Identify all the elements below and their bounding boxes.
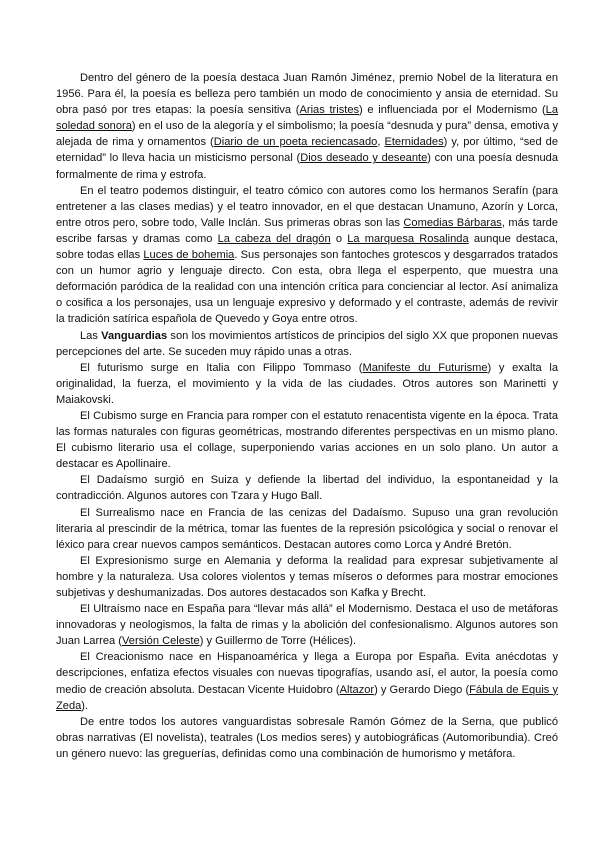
paragraph-ultraismo xyxy=(56,601,558,649)
text-segment: El Creacionismo nace en Hispanoamérica y llega a Europa por España. Evita anécdotas y descripciones, enfatiza efectos visuales con nuevas tipografías, usando así, el autor, la poesía como medio de creación absoluta. Destacan Vicente Huidobro ( xyxy=(56,651,558,696)
text-segment: Dentro del género de la poesía destaca Juan Ramón Jiménez, premio Nobel de la literatura en 1956. Para él, la poesía es belleza pero también un modo de conocimiento y ansia de eternidad. Su obra pasó por tres etapas: la poesía sensitiva ( xyxy=(56,72,558,117)
document-page xyxy=(56,70,558,762)
text-segment: El Ultraísmo nace en España para “llevar más allá” el Modernismo. Destaca el uso de metáforas innovadoras y neologismos, la falta de rimas y la abolición del confesionalismo. Algunos autores son Juan Larrea ( xyxy=(56,603,558,648)
text-segment: , más tarde escribe farsas y dramas como xyxy=(56,216,558,245)
paragraph-expresionismo xyxy=(56,553,558,601)
text-segment: aunque destaca, sobre todas ellas xyxy=(56,232,558,262)
text-segment: En el teatro podemos distinguir, el teatro cómico con autores como los hermanos Serafín (para entretener a las clases medias) y el teatro innovador, en el que destacan Unamuno, Azorín y Lorca, entre otros pero, sobre todo, Valle Inclán. Sus primeras obras son las xyxy=(56,184,558,229)
text-segment: El Cubismo surge en Francia para romper con el estatuto renacentista vigente en la época. Trata las formas naturales con figuras geométricas, mostrando diferentes perspectivas en un mismo plano. El cubismo literario usa el collage, superponiendo varias acciones en un solo plano. Un autor a destacar es Apollinaire. xyxy=(56,409,558,471)
work-title: La cabeza del dragón xyxy=(217,232,331,245)
paragraph-creacionismo xyxy=(56,649,558,713)
text-segment: De entre todos los autores vanguardistas sobresale Ramón Gómez de la Serna, que publicó obras narrativas (El novelista), teatrales (Los medios seres) y autobiográficas (Automoribundia). Creó un género nuevo: las greguerías, definidas como una combinación de humorismo y metáfora. xyxy=(56,715,558,760)
paragraph-surrealismo xyxy=(56,505,558,553)
text-segment: ). xyxy=(81,699,89,712)
work-title: Altazor xyxy=(339,683,375,696)
text-segment: . Sus personajes son fantoches grotescos y desgarrados tratados con un humor agrio y lenguaje directo. Con esta, obra llega el esperpento, que muestra una deformación paródica de la realidad con una intención crítica para concienciar al lector. Así animaliza o cosifica a los personajes, usa un lenguaje expresivo y deformado y el contraste, además de revivir la tradición satírica española de Quevedo y Goya entre otros. xyxy=(56,249,558,326)
paragraph-futurismo xyxy=(56,360,558,408)
text-segment: El Expresionismo surge en Alemania y deforma la realidad para expresar subjetivamente al hombre y la naturaleza. Usa colores violentos y temas míseros o deformes para mostrar emociones subjetivas y deshumanizadas. Dos autores destacados son Kafka y Brecht. xyxy=(56,554,558,599)
text-segment: El Surrealismo nace en Francia de las cenizas del Dadaísmo. Supuso una gran revolución literaria al prescindir de la métrica, tomar las fuentes de la represión psicológica y social o renovar el léxico para crear nuevos campos semánticos. Destacan autores como Lorca y André Bretón. xyxy=(56,506,558,551)
text-segment: ) e influenciada por el Modernismo ( xyxy=(359,104,546,117)
work-title: Fábula de Equis y Zeda xyxy=(56,683,558,712)
work-title: Comedias Bárbaras xyxy=(403,216,502,229)
text-segment: son los movimientos artísticos de principios del siglo XX que proponen nuevas percepciones del arte. Se suceden muy rápido unas a otras. xyxy=(56,329,558,358)
work-title: Eternidades xyxy=(384,136,444,149)
text-segment: El Dadaísmo surgió en Suiza y defiende la libertad del individuo, la espontaneidad y la contradicción. Algunos autores con Tzara y Hugo Ball. xyxy=(56,474,558,503)
work-title: La marquesa Rosalinda xyxy=(347,232,469,245)
text-segment: ) y Guillermo de Torre (Hélices). xyxy=(199,635,357,648)
text-segment: ) y Gerardo Diego ( xyxy=(374,683,470,696)
text-segment: o xyxy=(330,232,348,245)
work-title: Versión Celeste xyxy=(121,635,200,648)
work-title: Dios deseado y deseante xyxy=(300,152,428,165)
work-title: Luces de bohemia xyxy=(143,249,235,262)
work-title: Diario de un poeta reciencasado xyxy=(213,136,378,149)
work-title: Arias tristes xyxy=(299,104,360,117)
text-segment: , xyxy=(377,136,385,149)
paragraph-vanguardias xyxy=(56,328,558,360)
paragraph-cubismo xyxy=(56,408,558,472)
text-segment: ) con una poesía desnuda formalmente de rima y estrofa. xyxy=(56,152,559,181)
paragraph-jimenez xyxy=(56,70,558,183)
text-segment: ) y, por último, “sed de eternidad” lo lleva hacia un misticismo personal ( xyxy=(56,136,558,165)
bold-term: Vanguardias xyxy=(101,329,168,342)
work-title: La soledad sonora xyxy=(56,104,558,133)
text-segment: El futurismo surge en Italia con Filippo Tommaso ( xyxy=(80,361,363,374)
work-title: Manifeste du Futurisme xyxy=(362,361,488,374)
text-segment: Las xyxy=(80,329,102,342)
text-segment: ) y exalta la originalidad, la fuerza, el movimiento y la vida de las ciudades. Otros autores son Marinetti y Maiakovski. xyxy=(56,361,558,406)
paragraph-gomez-de-la-serna xyxy=(56,714,558,762)
paragraph-dadaismo xyxy=(56,472,558,504)
text-segment: ) en el uso de la alegoría y el simbolismo; la poesía “desnuda y pura” densa, emotiva y alejada de rima y ornamentos ( xyxy=(56,120,558,149)
paragraph-teatro xyxy=(56,183,558,328)
